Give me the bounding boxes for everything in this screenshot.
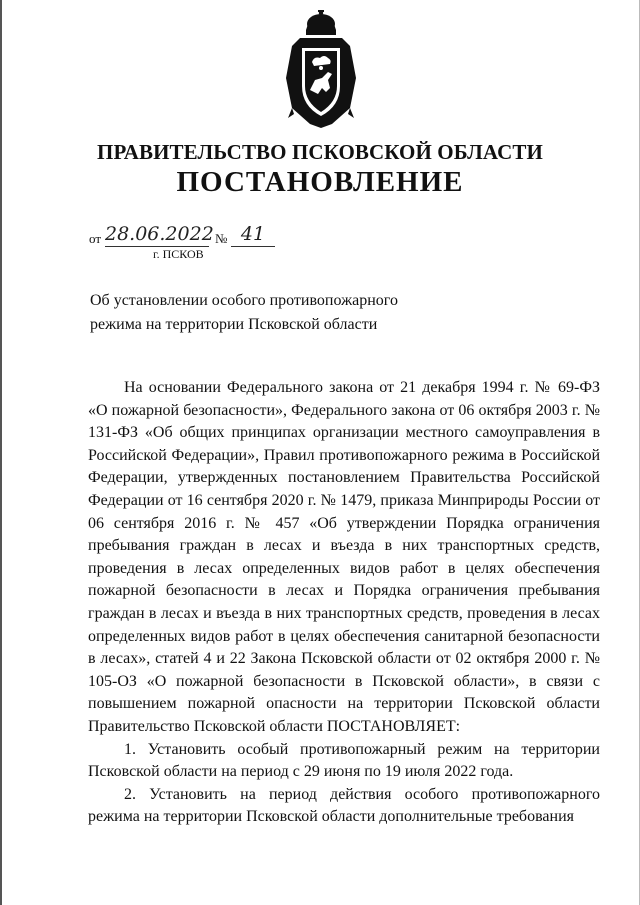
number-underline [231, 246, 275, 247]
number-handwritten: 41 [240, 223, 266, 245]
number-label: № [215, 231, 228, 246]
preamble-paragraph: На основании Федерального закона от 21 декабря 1994 г. № 69-ФЗ «О пожарной безопасности», Федерального закона от 06 октября 2003 г. № 131-ФЗ «Об общих принципах организации местного самоуправления в Российской Федерации», Правил противопожарного режима в Российской Федерации, утвержденных постановлением Правительства Российской Федерации от 16 сентября 2020 г. № 1479, приказа Минприроды России от 06 сентября 2016 г. № 457 «Об утверждении Порядка ограничения пребывания граждан в лесах и въезда в них транспортных средств, проведения в лесах определенных видов работ в целях обеспечения пожарной безопасности в лесах и Порядка ограничения пребывания граждан в лесах и въезда в них транспортных средств, проведения в лесах определенных видов работ в целях обеспечения санитарной безопасности в лесах», статей 4 и 22 Закона Псковской области от 02 октября 2000 г. № 105-ОЗ «О пожарной безопасности в Псковской области», в связи с повышением пожарной опасности на территории Псковской области Правительство Псковской области ПОСТАНОВЛЯЕТ: [88, 379, 600, 735]
document-type-title: ПОСТАНОВЛЕНИЕ [176, 166, 464, 198]
subject-line-2: режима на территории Псковской области [90, 316, 378, 333]
item-1-paragraph: 1. Установить особый противопожарный режим на территории Псковской области на период с 29 июня по 19 июля 2022 года. [88, 740, 600, 781]
date-label: от [89, 231, 102, 246]
scan-edge-left [0, 0, 2, 905]
government-title: ПРАВИТЕЛЬСТВО ПСКОВСКОЙ ОБЛАСТИ [97, 140, 543, 164]
document-body [88, 377, 600, 829]
city-label: г. ПСКОВ [153, 247, 204, 261]
date-handwritten: 28.06.2022 [105, 223, 214, 245]
date-number-line [89, 223, 349, 247]
subject-line-1: Об установлении особого противопожарного [90, 292, 398, 309]
pskov-oblast-coat-of-arms-icon [270, 10, 372, 128]
document-subject [90, 289, 450, 337]
item-2-paragraph: 2. Установить на период действия особого противопожарного режима на территории Псковской области дополнительные требования [88, 785, 600, 826]
